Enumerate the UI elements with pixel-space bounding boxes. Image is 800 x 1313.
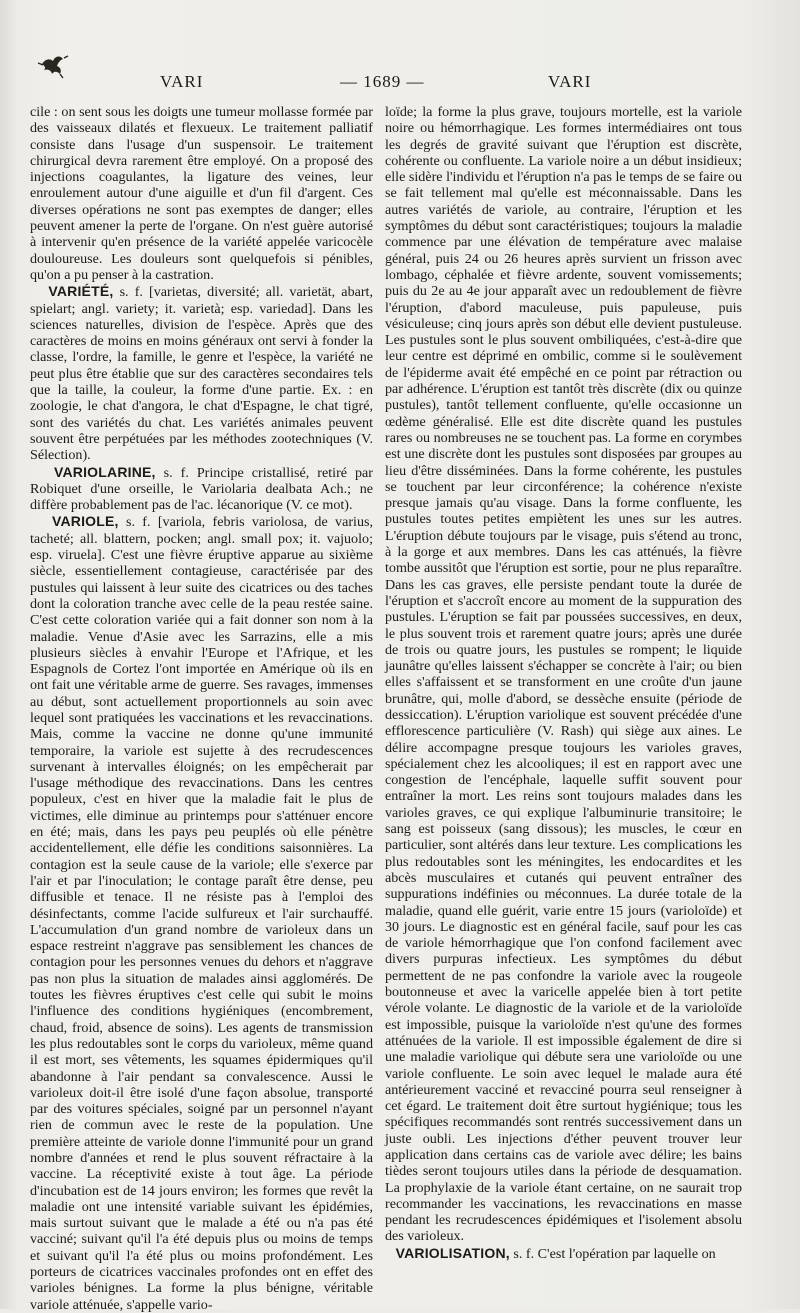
headword-variete: VARIÉTÉ, [48, 283, 114, 300]
entry-variole [30, 513, 373, 1313]
variole-continuation: loïde; la forme la plus grave, toujours mortelle, est la variole noire ou hémorrhagique. Les formes intermédiaires ont tous les degrés de gravité suivant que l'éruption est discrète, cohérente ou confluente. La variole noire a un début insidieux; elle sidère l'individu et l'éruption n'a pas le temps de se faire ou se fait tellement mal qu'elle est méconnaissable. Dans les autres variétés de variole, au contraire, l'éruption et les symptômes du début sont caractéristiques; toujours la maladie commence par une élévation de température avec malaise général, puis 24 ou 26 heures après survient un frisson avec lombago, céphalée et fièvre ardente, souvent vomissements; puis du 2e au 4e jour apparaît avec un redoublement de fièvre l'éruption, d'abord maculeuse, puis papuleuse, puis vésiculeuse; cinq jours après son début elle devient pustuleuse. Les pustules sont le plus souvent ombiliquées, c'est-à-dire que leur centre est déprimé en ombilic, comme si le soulèvement de l'épiderme avait été empêché en ce point par rétraction ou par adhérence. L'éruption est tantôt très discrète (dix ou quinze pustules), tantôt tellement confluente, qu'elle occasionne un œdème généralisé. Elle est dite discrète quand les pustules rares ou nombreuses ne se touchent pas. La forme en corymbes est une discrète dont les pustules sont disposées par groupes au lieu d'être disséminées. Dans la forme cohérente, les pustules se touchent par leur circonférence; la cohérence n'existe presque jamais qu'au visage. Dans la forme confluente, les pustules toutes petites empiètent les unes sur les autres. L'éruption débute toujours par le visage, puis s'étend au tronc, à la gorge et aux membres. Dans les cas atténués, la fièvre tombe aussitôt que l'éruption est sortie, pour ne plus reparaître. Dans les cas graves, elle persiste pendant toute la durée de l'éruption et s'accroît encore au moment de la suppuration des pustules. L'éruption se fait par poussées successives, en deux, le plus souvent trois et rarement quatre jours; après une durée de trois ou quatre jours, les pustules se rompent; le liquide jaunâtre qu'elles laissent s'échapper se concrète à l'air; ou bien elles s'affaissent et se transforment en une croûte d'un jaune brunâtre, qui, molle d'abord, se dessèche ensuite (période de dessiccation). L'éruption variolique est souvent précédée d'une efflorescence particulière (V. Rash) qui siège aux aines. Le délire accompagne presque toujours les varioles graves, spécialement chez les alcooliques; il est en rapport avec une congestion de l'encéphale, laquelle suffit souvent pour entraîner la mort. Les reins sont toujours malades dans les varioles graves, ce qui explique l'albuminurie transitoire; le sang est poisseux (sang dissous); les muscles, le cœur en particulier, sont altérés dans leur texture. Les complications les plus redoutables sont les méningites, les endocardites et les abcès musculaires et cutanés qui peuvent entraîner des suppurations indéfinies ou méconnues. La durée totale de la maladie, quand elle guérit, varie entre 15 jours (varioloïde) et 30 jours. Le diagnostic est en général facile, sauf pour les cas de variole hémorrhagique que l'on confond facilement avec divers purpuras infectieux. Les symptômes du début permettent de ne pas confondre la variole avec la rougeole boutonneuse et avec la varicelle appelée bien à tort petite vérole volante. Le diagnostic de la variole et de la varioloïde est impossible, puisque la varioloïde n'est qu'une des formes atténuées de la variole. Il est impossible également de dire si une maladie variolique qui débute sera une varioloïde ou une variole confluente. Le soin avec lequel le malade aura été antérieurement vacciné et revacciné pourra seul renseigner à cet égard. Le traitement doit être surtout hygiénique; tous les spécifiques recommandés sont rentrés successivement dans un juste oubli. Les injections d'éther peuvent trouver leur application dans certains cas de variole avec délire; les bains tièdes seront toujours utiles dans la période de desquamation. La prophylaxie de la variole étant certaine, on ne saurait trop recommander les vaccinations, les revaccinations en masse pendant les recrudescences épidémiques et l'isolement absolu des varioleux. [385, 104, 742, 1245]
definition-variolisation: s. f. C'est l'opération par laquelle on [509, 1245, 716, 1262]
right-column [385, 104, 742, 1262]
page-header [0, 72, 800, 96]
headword-variolarine: VARIOLARINE, [53, 463, 156, 480]
page-number: — 1689 — [340, 72, 425, 91]
left-column [30, 104, 374, 1313]
headword-variole: VARIOLE, [51, 513, 119, 530]
definition-variole: s. f. [variola, febris variolosa, de varius, tacheté; all. blattern, pocken; angl. small pox; it. vajuolo; esp. viruela]. C'est une fièvre éruptive apparue au sixième siècle, essentiellement contagieuse, caractérisée par des pustules qui laissent à leur suite des cicatrices ou des taches dont la coloration tranche avec celle de la peau restée saine. C'est cette coloration variée qui a fait donner son nom à la maladie. Venue d'Asie avec les Sarrazins, elle a mis plusieurs siècles à envahir l'Europe et l'Afrique, et les Espagnols de Cortez l'ont importée en Amérique où ils en ont fait une véritable arme de guerre. Ses ravages, immenses au début, sont actuellement proportionnels au soin avec lequel sont pratiquées les vaccinations et les revaccinations. Mais, comme la vaccine ne donne qu'une immunité temporaire, la variole est sujette à des recrudescences survenant à intervalles éloignés; on les empêcherait par l'usage méthodique des revaccinations. Dans les centres populeux, c'est en hiver que la maladie fait le plus de victimes, elle diminue au printemps pour s'atténuer encore en été; mais, dans les pays peu peuplés où elle pénètre accidentellement, elle défie les conditions saisonnières. La contagion est la seule cause de la variole; elle s'exerce par l'air et par l'inoculation; le contage paraît être dense, peu diffusible et tenace. Il ne résiste pas à l'emploi des désinfectants, comme l'acide sulfureux et l'air surchauffé. L'accumulation d'un grand nombre de varioleux dans un espace restreint n'aggrave pas sensiblement les chances de contagion pour les personnes venues du dehors et n'aggrave pas non plus la situation de malades ainsi agglomérés. De toutes les fièvres éruptives c'est celle qui subit le moins l'influence des conditions hygiéniques (encombrement, chaud, froid, absence de soins). Les agents de transmission les plus redoutables sont le corps du varioleux, même quand il est mort, ses vêtements, les squames épidermiques qu'il abandonne à l'air pendant sa convalescence. Aussi le varioleux doit-il être isolé d'une façon absolue, transporté par des voitures spéciales, soigné par un personnel n'ayant rien de commun avec le reste de la population. Une première atteinte de variole donne l'immunité pour un grand nombre d'années et rend le plus souvent réfractaire à la vaccine. La réceptivité existe à tout âge. La période d'incubation est de 14 jours environ; les formes que revêt la maladie ont une intensité variable suivant les épidémies, mais surtout suivant que le malade a été ou n'a pas été vacciné; suivant qu'il l'a été depuis plus ou moins de temps et suivant qu'il l'a été plus ou moins profondément. Les porteurs de cicatrices vaccinales profondes ont en effet des varioles bénignes. La forme la plus bénigne, véritable variole atténuée, s'appelle vario- [30, 514, 374, 1313]
running-head-right: VARI [548, 72, 592, 91]
entry-variolarine [30, 464, 373, 514]
continued-paragraph: cile : on sent sous les doigts une tumeur mollasse formée par des vaisseaux dilatés et flexueux. Le traitement palliatif consiste dans l'usage d'un suspensoir. Le traitement chirurgical devra rarement être employé. On a proposé des injections coagulantes, la ligature des veines, leur enroulement autour d'une aiguille et d'un fil d'argent. Ces diverses opérations ne sont pas exemptes de danger; elles peuvent amener la perte de l'organe. On n'est guère autorisé à intervenir qu'en présence de la variété appelée varicocèle douloureuse. Les douleurs sont quelquefois si pénibles, qu'on a pu penser à la castration. [30, 104, 373, 283]
definition-variete: s. f. [varietas, diversité; all. varietät, abart, spielart; angl. variety; it. varietà; esp. variedad]. Dans les sciences naturelles, division de l'espèce. Après que des caractères de moins en moins généraux ont servi à fonder la classe, l'ordre, la famille, le genre et l'espèce, la variété ne peut plus être établie que sur des caractères secondaires tels que la taille, la couleur, la forme d'une partie. Ex. : en zoologie, le chat d'angora, le chat d'Espagne, le chat tigré, sont des variétés du chat. Les variétés animales peuvent souvent être perpétuées par les méthodes zootechniques (V. Sélection). [30, 284, 374, 464]
entry-variolisation [385, 1245, 742, 1262]
headword-variolisation: VARIOLISATION, [395, 1244, 510, 1261]
column-gutter [378, 104, 379, 1254]
running-head-left: VARI [160, 72, 204, 91]
definition-variolarine: s. f. Principe cristallisé, retiré par Robiquet d'une orseille, le Variolaria dealbata Ach.; ne diffère probablement pas de l'ac. lécanorique (V. ce mot). [30, 464, 373, 514]
entry-variete [30, 283, 373, 463]
